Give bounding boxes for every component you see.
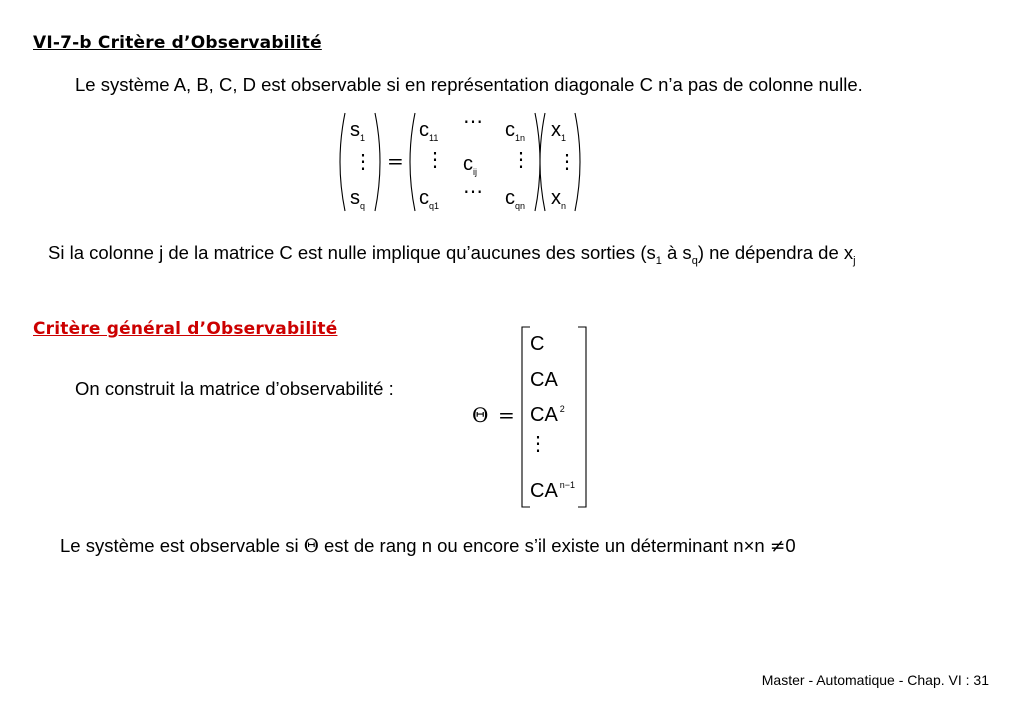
equals-sign: = (498, 403, 515, 427)
row-ca2: CA $^2$ (530, 404, 565, 426)
row-can1: CA $^{n-1}$ (530, 480, 576, 502)
bracket-left (522, 327, 530, 507)
paren-left (340, 113, 345, 211)
x-vdots: ⋮ (557, 151, 577, 173)
c-qn: $c_{qn}$ (505, 187, 526, 211)
observability-matrix (468, 322, 598, 512)
row-c: C (530, 333, 545, 355)
equals-sign: = (387, 149, 404, 173)
s-q: $s_q$ (350, 187, 366, 211)
observability-intro: Le système A, B, C, D est observable si en représentation diagonale C n’a pas de colonne nulle. (75, 74, 863, 95)
general-criterion-title: Critère général d’Observabilité (33, 319, 338, 339)
paren-right (375, 113, 380, 211)
s-1: $s_1$ (350, 119, 366, 143)
c-ij: $c_{ij}$ (463, 153, 477, 177)
section-title: VI-7-b Critère d’Observabilité (33, 33, 322, 53)
x-n: $x_n$ (551, 187, 567, 211)
vdots-right: ⋮ (511, 149, 531, 171)
theta-symbol: Θ (472, 403, 489, 427)
paren-right (535, 113, 540, 211)
s-vdots: ⋮ (353, 151, 373, 173)
vdots-left: ⋮ (425, 149, 445, 171)
observability-equation (335, 108, 595, 216)
paren-left (410, 113, 415, 211)
rank-conclusion: Le système est observable si Θ est de rang n ou encore s’il existe un déterminant n×n ≠0 (60, 535, 796, 557)
row-vdots: ⋮ (528, 433, 548, 455)
footer-page-label: Master - Automatique - Chap. VI : 31 (761, 672, 989, 688)
null-column-note: Si la colonne j de la matrice C est nulle implique qu’aucunes des sorties ($s_1$ à $s_q$) ne dépendra de $x_j$ (48, 242, 856, 267)
hdots-top: ⋯ (463, 111, 483, 133)
hdots-bottom: ⋯ (463, 181, 483, 203)
c-1n: $c_{1n}$ (505, 119, 526, 143)
c-q1: $c_{q1}$ (419, 187, 440, 211)
x-1: $x_1$ (551, 119, 567, 143)
c-11: $c_{11}$ (419, 119, 439, 143)
paren-left (540, 113, 545, 211)
row-ca: CA (530, 369, 558, 391)
bracket-right (578, 327, 586, 507)
construct-text: On construit la matrice d’observabilité : (75, 378, 394, 399)
